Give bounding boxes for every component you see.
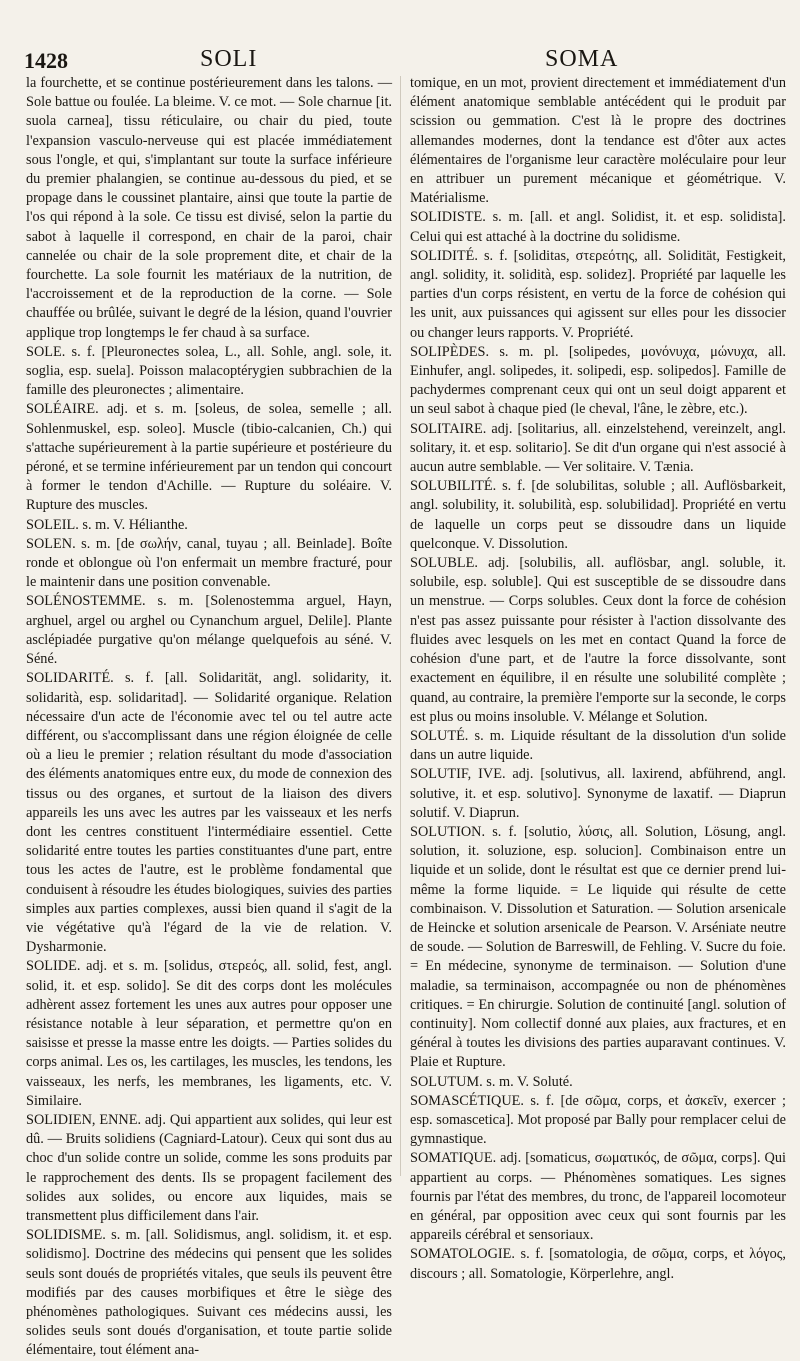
- entry-solidite: SOLIDITÉ. s. f. [soliditas, στερεότης, all. Solidität, Festigkeit, angl. solidity, it. solidità, esp. solidez]. Propriété par laquelle les parties d'un corps résistent, en vertu de la force de cohésion qui les unit, aux puissances qui agissent sur elles pour les dissocier ou changer leurs rapports. V. Propriété.: [410, 247, 786, 341]
- entry-solenostemme: SOLÉNOSTEMME. s. m. [Solenostemma arguel, Hayn, arghuel, argel ou arghel ou Cynanchum arguel, Delile]. Plante asclépiadée purgative qu'on mélange quelquefois au séné. V. Séné.: [26, 593, 392, 668]
- page-number: 1428: [24, 48, 68, 73]
- entry-solute: SOLUTÉ. s. m. Liquide résultant de la dissolution d'un solide dans un autre liquide.: [410, 727, 786, 764]
- entry-somatologie: SOMATOLOGIE. s. f. [somatologia, de σῶμα, corps, et λόγος, discours ; all. Somatologie, Körperlehre, angl.: [410, 1246, 786, 1282]
- entry-solidien: SOLIDIEN, ENNE. adj. Qui appartient aux solides, qui leur est dû. — Bruits solidiens (Cagniard-Latour). Ceux qui sont dus au choc d'un solide contre un solide, comme les sons produits par le rapprochement des dents. Ils se propagent facilement des solides aux solides, ou encore aux liquides, mais se transmettent plus difficilement dans l'air.: [26, 1111, 392, 1224]
- entry-somatique: SOMATIQUE. adj. [somaticus, σωματικός, de σῶμα, corps]. Qui appartient au corps. — Phénomènes somatiques. Les signes fournis par l'état des membres, du tronc, de l'appareil locomoteur en général, par opposition avec ceux qui sont fournis par les appareils cérébral et sensoriaux.: [410, 1150, 786, 1244]
- running-head-right: SOMA: [545, 46, 619, 72]
- entry-soluble: SOLUBLE. adj. [solubilis, all. auflösbar, angl. soluble, it. solubile, esp. soluble]. Qui est susceptible de se dissoudre dans un menstrue. — Corps solubles. Ceux dont la force de cohésion n'est pas assez puissante pour résister à l'action dissolvante des fluides avec lesquels on les met en contact Quand la force de cohésion d'une part, et de l'autre la force dissolvante, sont exactement en équilibre, il en résulte une solubilité complète ; quand, au contraire, la première l'emporte sur la seconde, le corps est plus ou moins insoluble. V. Mélange et Solution.: [410, 555, 786, 725]
- page-header: [0, 44, 800, 74]
- entry-solitaire: SOLITAIRE. adj. [solitarius, all. einzelstehend, vereinzelt, angl. solitary, it. et esp. solitario]. Se dit d'un organe qui n'est associé à aucun autre semblable. — Ver solitaire. V. Tænia.: [410, 420, 786, 476]
- entry-solubilite: SOLUBILITÉ. s. f. [de solubilitas, soluble ; all. Auflösbarkeit, angl. solubility, it. solubilità, esp. solubilidad]. Propriété en vertu de laquelle un corps peut se dissoudre dans un liquide quelconque. V. Dissolution.: [410, 478, 786, 552]
- column-divider: [400, 76, 401, 1176]
- entry-solidisme: SOLIDISME. s. m. [all. Solidismus, angl. solidism, it. et esp. solidismo]. Doctrine des médecins qui pensent que les solides seuls sont doués de propriétés vitales, que seuls ils peuvent être modifiés par des causes morbifiques et être le siège des phénomènes pathologiques. Suivant ces médecins aussi, les solides seuls sont doués d'organisation, et toute partie solide élémentaire, tout élément ana-: [26, 1227, 392, 1359]
- running-head-left: SOLI: [200, 46, 258, 72]
- entry-soleaire: SOLÉAIRE. adj. et s. m. [soleus, de solea, semelle ; all. Sohlenmuskel, esp. soleo]. Muscle (tibio-calcanien, Ch.) qui s'attache supérieurement à la partie supérieure et postérieure du péroné, et se termine inférieurement par un tendon qui concourt à former le tendon d'Achille. — Rupture du soléaire. V. Rupture des muscles.: [26, 401, 392, 514]
- entry-continuation: la fourchette, et se continue postérieurement dans les talons. — Sole battue ou foulée. La bleime. V. ce mot. — Sole charnue [it. suola carnea], tissu réticulaire, ou chair du pied, toute l'expansion vasculo-nerveuse qui est placée immédiatement sous l'ongle, et qui, s'implantant sur toute la surface inférieure du premier phalangien, se continue au-dessous du pied, et se propage dans le coussinet plantaire, ainsi que toute la partie de l'os qui répond à la sole. Ce tissu est divisé, selon la partie du sabot à laquelle il correspond, en chair de la paroi, chair cannelée ou chair de la sole proprement dite, et chair de la fourchette. La sole fournit les matériaux de la nutrition, de l'accroissement et de la reproduction de la corne. — Sole chauffée ou brûlée, suivant le degré de la lésion, quand l'ouvrier applique trop longtemps le fer chaud à sa surface.: [26, 75, 392, 341]
- entry-solutif: SOLUTIF, IVE. adj. [solutivus, all. laxirend, abführend, angl. solutive, it. et esp. solutivo]. Synonyme de laxatif. — Diaprun solutif. V. Diaprun.: [410, 766, 786, 821]
- entry-continuation: tomique, en un mot, provient directement et immédiatement d'un élément anatomique semblable antécédent qui le produit par scission ou gemmation. C'est là le propre des doctrines allemandes modernes, dont la tendance est d'ôter aux actes élémentaires de l'organisme leur caractère moléculaire pour leur en attribuer un purement mécanique et géométrique. V. Matérialisme.: [410, 75, 786, 207]
- entry-solipedes: SOLIPÈDES. s. m. pl. [solipedes, μονόνυχα, μώνυχα, all. Einhufer, angl. solipedes, it. solipedi, esp. solipedos]. Famille de pachydermes comprenant ceux qui ont un seul doigt apparent et un seul sabot à chaque pied (le cheval, l'âne, le zèbre, etc.).: [410, 343, 786, 418]
- entry-solidarite: SOLIDARITÉ. s. f. [all. Solidarität, angl. solidarity, it. solidarità, esp. solidaritad]. — Solidarité organique. Relation nécessaire d'un acte de l'économie avec tel ou tel autre acte différent, ou s'accomplissant dans une région éloignée de celle où a lieu le premier ; relation résultant du mode d'association des éléments anatomiques entre eux, du mode de connexion des tissus ou des organes, et surtout de la liaison des divers appareils les uns avec les autres par les vaisseaux et les nerfs dont les centres constituent l'intermédiaire essentiel. Cette solidarité entre toutes les parties constituantes d'une part, entre tous les actes de l'autre, est le problème fondamental que conduisent à résoudre les études biologiques, suivies des parties simples aux parties complexes, aussi bien quand il s'agit de la vie végétative qu'à l'égard de la vie de relation. V. Dysharmonie.: [26, 670, 392, 956]
- right-column: [410, 74, 786, 1282]
- entry-sole: SOLE. s. f. [Pleuronectes solea, L., all. Sohle, angl. sole, it. soglia, esp. suela]. Poisson malacoptérygien subbrachien de la famille des pleuronectes ; alimentaire.: [26, 343, 392, 399]
- entry-solutum: SOLUTUM. s. m. V. Soluté.: [410, 1073, 573, 1090]
- entry-soleil: SOLEIL. s. m. V. Hélianthe.: [26, 516, 188, 533]
- entry-solide: SOLIDE. adj. et s. m. [solidus, στερεός, all. solid, fest, angl. solid, it. et esp. solido]. Se dit des corps dont les molécules adhèrent assez fortement les unes aux autres pour opposer une résistance notable à leur séparation, et permettre qu'on en saisisse et presse la masse entre les doigts. — Parties solides du corps animal. Les os, les cartilages, les muscles, les tendons, les vaisseaux, les nerfs, les membranes, les ligaments, etc. V. Similaire.: [26, 958, 392, 1109]
- entry-solidiste: SOLIDISTE. s. m. [all. et angl. Solidist, it. et esp. solidista]. Celui qui est attaché à la doctrine du solidisme.: [410, 209, 786, 245]
- entry-solution: SOLUTION. s. f. [solutio, λύσις, all. Solution, Lösung, angl. solution, it. soluzione, esp. solucion]. Combinaison entre un liquide et un solide, dont le résultat est que ce dernier prend lui-même la forme liquide. = Le liquide qui résulte de cette combinaison. V. Dissolution et Saturation. — Solution arsenicale de Heincke et solution arsenicale de Pearson. V. Arséniate neutre de soude. — Solution de Barreswill, de Fehling. V. Sucre du foie. = En médecine, synonyme de terminaison. — Solution d'une maladie, sa terminaison, accompagnée ou non de phénomènes critiques. = En chirurgie. Solution de continuité [angl. solution of continuity]. Nom collectif donné aux plaies, aux fractures, et en général à toutes les divisions des parties auparavant continues. V. Plaie et Rupture.: [410, 823, 786, 1071]
- left-column: [26, 74, 392, 1359]
- entry-somascetique: SOMASCÉTIQUE. s. f. [de σῶμα, corps, et ἀσκεῖν, exercer ; esp. somascetica]. Mot proposé par Bally pour remplacer celui de gymnastique.: [410, 1092, 786, 1148]
- entry-solen: SOLEN. s. m. [de σωλήν, canal, tuyau ; all. Beinlade]. Boîte ronde et oblongue où l'on enfermait un membre fracturé, pour le maintenir dans une position convenable.: [26, 535, 392, 591]
